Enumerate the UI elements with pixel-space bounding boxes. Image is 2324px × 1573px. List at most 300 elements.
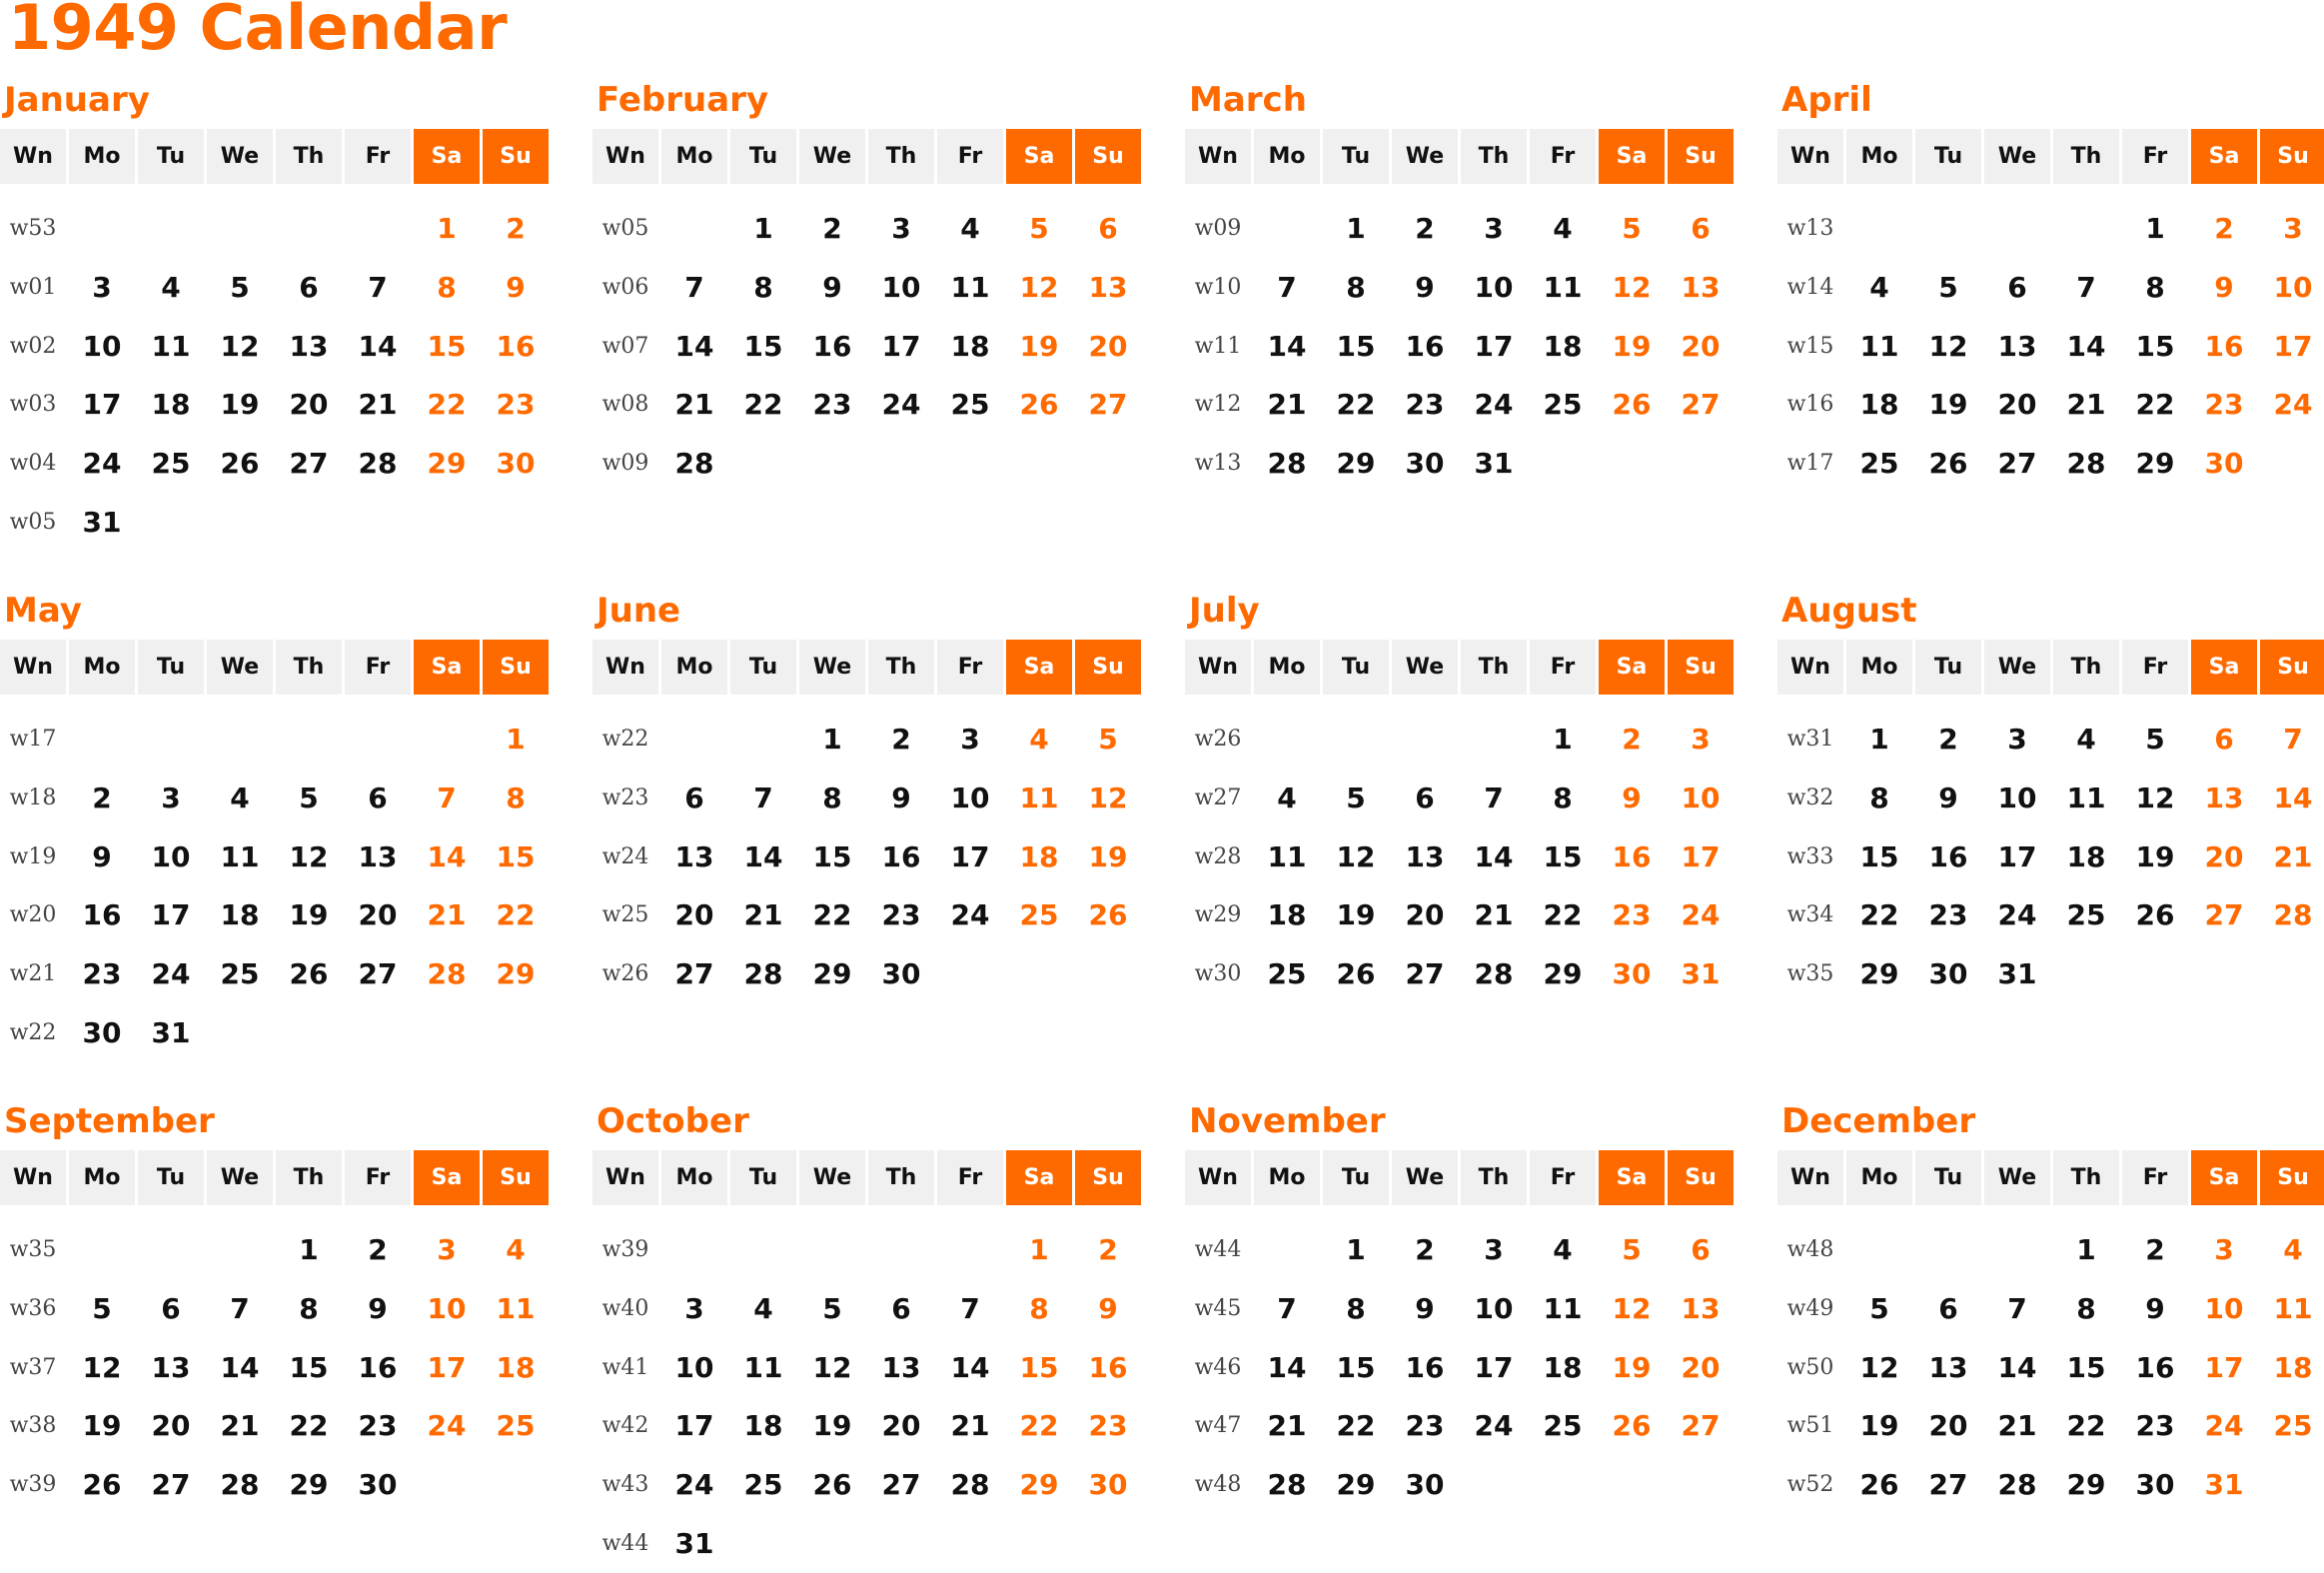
day-cell[interactable]: 8 [753,270,773,304]
day-cell[interactable]: 27 [1997,447,2037,481]
day-cell[interactable]: 20 [674,898,714,932]
day-cell[interactable]: 2 [1415,212,1435,245]
weekend-day-cell[interactable]: 22 [496,898,536,932]
weekend-day-cell[interactable]: 25 [1019,898,1059,932]
day-cell[interactable]: 5 [1869,1291,1889,1325]
day-cell[interactable]: 23 [358,1409,398,1443]
day-cell[interactable]: 14 [1474,839,1514,873]
weekend-day-cell[interactable]: 23 [2204,388,2244,422]
day-cell[interactable]: 22 [2135,388,2175,422]
weekend-day-cell[interactable]: 1 [506,723,526,756]
day-cell[interactable]: 15 [743,329,783,363]
weekend-day-cell[interactable]: 6 [1691,212,1711,245]
day-cell[interactable]: 19 [82,1409,122,1443]
day-cell[interactable]: 7 [960,1291,980,1325]
day-cell[interactable]: 29 [1543,957,1583,991]
weekend-day-cell[interactable]: 3 [1691,723,1711,756]
weekend-day-cell[interactable]: 20 [1681,329,1721,363]
day-cell[interactable]: 10 [674,1350,714,1384]
day-cell[interactable]: 16 [1405,329,1445,363]
day-cell[interactable]: 4 [161,270,181,304]
day-cell[interactable]: 17 [82,388,122,422]
day-cell[interactable]: 12 [220,329,260,363]
day-cell[interactable]: 20 [881,1409,921,1443]
day-cell[interactable]: 13 [1928,1350,1968,1384]
weekend-day-cell[interactable]: 15 [1019,1350,1059,1384]
day-cell[interactable]: 6 [1415,781,1435,814]
weekend-day-cell[interactable]: 18 [2273,1350,2313,1384]
day-cell[interactable]: 11 [220,839,260,873]
day-cell[interactable]: 12 [1859,1350,1899,1384]
weekend-day-cell[interactable]: 4 [1029,723,1049,756]
weekend-day-cell[interactable]: 11 [496,1291,536,1325]
weekend-day-cell[interactable]: 13 [1088,270,1128,304]
weekend-day-cell[interactable]: 29 [496,957,536,991]
day-cell[interactable]: 17 [1997,839,2037,873]
weekend-day-cell[interactable]: 20 [1681,1350,1721,1384]
weekend-day-cell[interactable]: 13 [1681,1291,1721,1325]
day-cell[interactable]: 1 [1553,723,1573,756]
day-cell[interactable]: 20 [1928,1409,1968,1443]
weekend-day-cell[interactable]: 6 [2214,723,2234,756]
day-cell[interactable]: 31 [151,1016,191,1049]
day-cell[interactable]: 13 [881,1350,921,1384]
day-cell[interactable]: 10 [82,329,122,363]
weekend-day-cell[interactable]: 19 [1612,1350,1652,1384]
day-cell[interactable]: 28 [1474,957,1514,991]
weekend-day-cell[interactable]: 2 [2214,212,2234,245]
weekend-day-cell[interactable]: 14 [2273,781,2313,814]
weekend-day-cell[interactable]: 16 [496,329,536,363]
day-cell[interactable]: 7 [2076,270,2096,304]
weekend-day-cell[interactable]: 15 [496,839,536,873]
day-cell[interactable]: 26 [812,1468,852,1502]
day-cell[interactable]: 26 [289,957,329,991]
day-cell[interactable]: 22 [289,1409,329,1443]
day-cell[interactable]: 15 [1336,329,1376,363]
day-cell[interactable]: 2 [368,1233,388,1266]
weekend-day-cell[interactable]: 20 [2204,839,2244,873]
day-cell[interactable]: 30 [881,957,921,991]
day-cell[interactable]: 21 [1267,1409,1307,1443]
weekend-day-cell[interactable]: 24 [2204,1409,2244,1443]
day-cell[interactable]: 22 [812,898,852,932]
day-cell[interactable]: 23 [1405,1409,1445,1443]
day-cell[interactable]: 12 [1336,839,1376,873]
day-cell[interactable]: 31 [674,1527,714,1560]
day-cell[interactable]: 1 [822,723,842,756]
weekend-day-cell[interactable]: 24 [2273,388,2313,422]
day-cell[interactable]: 3 [1484,1233,1504,1266]
day-cell[interactable]: 17 [1474,1350,1514,1384]
day-cell[interactable]: 8 [1346,270,1366,304]
weekend-day-cell[interactable]: 30 [1088,1468,1128,1502]
day-cell[interactable]: 21 [1267,388,1307,422]
day-cell[interactable]: 13 [674,839,714,873]
day-cell[interactable]: 6 [891,1291,911,1325]
day-cell[interactable]: 28 [358,447,398,481]
day-cell[interactable]: 28 [1267,447,1307,481]
day-cell[interactable]: 24 [1997,898,2037,932]
day-cell[interactable]: 29 [289,1468,329,1502]
day-cell[interactable]: 9 [92,839,112,873]
day-cell[interactable]: 25 [743,1468,783,1502]
day-cell[interactable]: 13 [358,839,398,873]
day-cell[interactable]: 27 [151,1468,191,1502]
day-cell[interactable]: 7 [230,1291,250,1325]
day-cell[interactable]: 29 [1336,1468,1376,1502]
day-cell[interactable]: 14 [743,839,783,873]
day-cell[interactable]: 30 [1405,1468,1445,1502]
day-cell[interactable]: 3 [161,781,181,814]
day-cell[interactable]: 16 [1405,1350,1445,1384]
day-cell[interactable]: 28 [674,447,714,481]
day-cell[interactable]: 16 [358,1350,398,1384]
weekend-day-cell[interactable]: 12 [1612,270,1652,304]
day-cell[interactable]: 12 [2135,781,2175,814]
day-cell[interactable]: 18 [2066,839,2106,873]
day-cell[interactable]: 25 [1267,957,1307,991]
day-cell[interactable]: 22 [1336,388,1376,422]
day-cell[interactable]: 1 [1346,212,1366,245]
day-cell[interactable]: 28 [2066,447,2106,481]
weekend-day-cell[interactable]: 27 [1088,388,1128,422]
weekend-day-cell[interactable]: 26 [1088,898,1128,932]
weekend-day-cell[interactable]: 3 [2283,212,2303,245]
weekend-day-cell[interactable]: 8 [437,270,457,304]
weekend-day-cell[interactable]: 23 [496,388,536,422]
day-cell[interactable]: 11 [1859,329,1899,363]
weekend-day-cell[interactable]: 23 [1088,1409,1128,1443]
day-cell[interactable]: 26 [82,1468,122,1502]
day-cell[interactable]: 7 [684,270,704,304]
day-cell[interactable]: 14 [358,329,398,363]
weekend-day-cell[interactable]: 6 [1098,212,1118,245]
day-cell[interactable]: 4 [2076,723,2096,756]
day-cell[interactable]: 14 [1997,1350,2037,1384]
weekend-day-cell[interactable]: 17 [1681,839,1721,873]
day-cell[interactable]: 23 [1405,388,1445,422]
day-cell[interactable]: 25 [151,447,191,481]
day-cell[interactable]: 19 [812,1409,852,1443]
day-cell[interactable]: 27 [358,957,398,991]
day-cell[interactable]: 21 [1474,898,1514,932]
day-cell[interactable]: 29 [812,957,852,991]
day-cell[interactable]: 29 [2135,447,2175,481]
weekend-day-cell[interactable]: 26 [1019,388,1059,422]
day-cell[interactable]: 4 [230,781,250,814]
day-cell[interactable]: 15 [1336,1350,1376,1384]
day-cell[interactable]: 8 [1346,1291,1366,1325]
day-cell[interactable]: 1 [1346,1233,1366,1266]
day-cell[interactable]: 14 [674,329,714,363]
day-cell[interactable]: 1 [2076,1233,2096,1266]
day-cell[interactable]: 17 [151,898,191,932]
day-cell[interactable]: 11 [151,329,191,363]
day-cell[interactable]: 15 [1859,839,1899,873]
day-cell[interactable]: 14 [1267,329,1307,363]
weekend-day-cell[interactable]: 10 [2273,270,2313,304]
day-cell[interactable]: 24 [151,957,191,991]
day-cell[interactable]: 23 [2135,1409,2175,1443]
weekend-day-cell[interactable]: 24 [1681,898,1721,932]
day-cell[interactable]: 19 [1928,388,1968,422]
day-cell[interactable]: 13 [289,329,329,363]
day-cell[interactable]: 27 [674,957,714,991]
day-cell[interactable]: 6 [161,1291,181,1325]
day-cell[interactable]: 6 [299,270,319,304]
day-cell[interactable]: 13 [1997,329,2037,363]
day-cell[interactable]: 16 [2135,1350,2175,1384]
day-cell[interactable]: 15 [1543,839,1583,873]
day-cell[interactable]: 8 [2076,1291,2096,1325]
day-cell[interactable]: 24 [950,898,990,932]
day-cell[interactable]: 3 [92,270,112,304]
weekend-day-cell[interactable]: 22 [1019,1409,1059,1443]
weekend-day-cell[interactable]: 3 [437,1233,457,1266]
weekend-day-cell[interactable]: 16 [2204,329,2244,363]
day-cell[interactable]: 20 [1997,388,2037,422]
day-cell[interactable]: 18 [743,1409,783,1443]
weekend-day-cell[interactable]: 21 [2273,839,2313,873]
weekend-day-cell[interactable]: 18 [496,1350,536,1384]
weekend-day-cell[interactable]: 7 [2283,723,2303,756]
weekend-day-cell[interactable]: 13 [1681,270,1721,304]
weekend-day-cell[interactable]: 10 [1681,781,1721,814]
weekend-day-cell[interactable]: 3 [2214,1233,2234,1266]
day-cell[interactable]: 8 [299,1291,319,1325]
day-cell[interactable]: 30 [82,1016,122,1049]
day-cell[interactable]: 21 [2066,388,2106,422]
weekend-day-cell[interactable]: 8 [506,781,526,814]
weekend-day-cell[interactable]: 26 [1612,1409,1652,1443]
day-cell[interactable]: 16 [1928,839,1968,873]
day-cell[interactable]: 3 [2007,723,2027,756]
day-cell[interactable]: 6 [684,781,704,814]
day-cell[interactable]: 11 [950,270,990,304]
day-cell[interactable]: 21 [674,388,714,422]
weekend-day-cell[interactable]: 27 [2204,898,2244,932]
day-cell[interactable]: 2 [891,723,911,756]
day-cell[interactable]: 9 [2145,1291,2165,1325]
day-cell[interactable]: 4 [753,1291,773,1325]
day-cell[interactable]: 10 [1474,1291,1514,1325]
day-cell[interactable]: 7 [1277,270,1297,304]
day-cell[interactable]: 12 [82,1350,122,1384]
day-cell[interactable]: 27 [1928,1468,1968,1502]
weekend-day-cell[interactable]: 16 [1612,839,1652,873]
day-cell[interactable]: 31 [1997,957,2037,991]
day-cell[interactable]: 21 [743,898,783,932]
weekend-day-cell[interactable]: 29 [427,447,467,481]
weekend-day-cell[interactable]: 11 [1019,781,1059,814]
weekend-day-cell[interactable]: 17 [2204,1350,2244,1384]
day-cell[interactable]: 30 [2135,1468,2175,1502]
weekend-day-cell[interactable]: 28 [2273,898,2313,932]
weekend-day-cell[interactable]: 2 [1098,1233,1118,1266]
weekend-day-cell[interactable]: 30 [1612,957,1652,991]
weekend-day-cell[interactable]: 4 [506,1233,526,1266]
day-cell[interactable]: 12 [812,1350,852,1384]
day-cell[interactable]: 5 [1938,270,1958,304]
day-cell[interactable]: 10 [881,270,921,304]
weekend-day-cell[interactable]: 24 [427,1409,467,1443]
day-cell[interactable]: 21 [358,388,398,422]
day-cell[interactable]: 19 [2135,839,2175,873]
weekend-day-cell[interactable]: 1 [437,212,457,245]
day-cell[interactable]: 30 [1928,957,1968,991]
day-cell[interactable]: 10 [1997,781,2037,814]
day-cell[interactable]: 17 [950,839,990,873]
day-cell[interactable]: 11 [1543,1291,1583,1325]
day-cell[interactable]: 2 [92,781,112,814]
weekend-day-cell[interactable]: 31 [1681,957,1721,991]
day-cell[interactable]: 24 [881,388,921,422]
day-cell[interactable]: 29 [2066,1468,2106,1502]
weekend-day-cell[interactable]: 5 [1622,212,1642,245]
day-cell[interactable]: 26 [1859,1468,1899,1502]
day-cell[interactable]: 4 [1277,781,1297,814]
day-cell[interactable]: 24 [1474,1409,1514,1443]
day-cell[interactable]: 4 [1553,212,1573,245]
day-cell[interactable]: 25 [950,388,990,422]
day-cell[interactable]: 1 [2145,212,2165,245]
day-cell[interactable]: 31 [1474,447,1514,481]
day-cell[interactable]: 5 [230,270,250,304]
weekend-day-cell[interactable]: 12 [1612,1291,1652,1325]
weekend-day-cell[interactable]: 30 [496,447,536,481]
day-cell[interactable]: 11 [1267,839,1307,873]
day-cell[interactable]: 23 [812,388,852,422]
weekend-day-cell[interactable]: 10 [427,1291,467,1325]
weekend-day-cell[interactable]: 12 [1088,781,1128,814]
day-cell[interactable]: 3 [1484,212,1504,245]
weekend-day-cell[interactable]: 9 [1098,1291,1118,1325]
day-cell[interactable]: 30 [1405,447,1445,481]
day-cell[interactable]: 20 [289,388,329,422]
day-cell[interactable]: 10 [950,781,990,814]
day-cell[interactable]: 18 [950,329,990,363]
day-cell[interactable]: 26 [2135,898,2175,932]
day-cell[interactable]: 2 [2145,1233,2165,1266]
day-cell[interactable]: 14 [2066,329,2106,363]
day-cell[interactable]: 15 [289,1350,329,1384]
weekend-day-cell[interactable]: 5 [1622,1233,1642,1266]
day-cell[interactable]: 3 [960,723,980,756]
day-cell[interactable]: 29 [1336,447,1376,481]
day-cell[interactable]: 17 [674,1409,714,1443]
day-cell[interactable]: 19 [220,388,260,422]
day-cell[interactable]: 25 [1543,388,1583,422]
day-cell[interactable]: 28 [950,1468,990,1502]
day-cell[interactable]: 9 [368,1291,388,1325]
day-cell[interactable]: 27 [1405,957,1445,991]
weekend-day-cell[interactable]: 23 [1612,898,1652,932]
day-cell[interactable]: 7 [368,270,388,304]
day-cell[interactable]: 16 [812,329,852,363]
weekend-day-cell[interactable]: 27 [1681,1409,1721,1443]
weekend-day-cell[interactable]: 11 [2273,1291,2313,1325]
day-cell[interactable]: 18 [1859,388,1899,422]
weekend-day-cell[interactable]: 15 [427,329,467,363]
weekend-day-cell[interactable]: 19 [1088,839,1128,873]
day-cell[interactable]: 14 [220,1350,260,1384]
weekend-day-cell[interactable]: 9 [2214,270,2234,304]
day-cell[interactable]: 22 [743,388,783,422]
day-cell[interactable]: 8 [822,781,842,814]
weekend-day-cell[interactable]: 5 [1029,212,1049,245]
day-cell[interactable]: 7 [753,781,773,814]
day-cell[interactable]: 8 [1553,781,1573,814]
weekend-day-cell[interactable]: 7 [437,781,457,814]
day-cell[interactable]: 24 [1474,388,1514,422]
day-cell[interactable]: 15 [2066,1350,2106,1384]
day-cell[interactable]: 22 [1336,1409,1376,1443]
day-cell[interactable]: 20 [151,1409,191,1443]
day-cell[interactable]: 5 [2145,723,2165,756]
weekend-day-cell[interactable]: 19 [1612,329,1652,363]
day-cell[interactable]: 6 [368,781,388,814]
day-cell[interactable]: 26 [1336,957,1376,991]
day-cell[interactable]: 22 [2066,1409,2106,1443]
day-cell[interactable]: 22 [1859,898,1899,932]
day-cell[interactable]: 18 [151,388,191,422]
day-cell[interactable]: 3 [684,1291,704,1325]
day-cell[interactable]: 7 [1484,781,1504,814]
day-cell[interactable]: 27 [289,447,329,481]
day-cell[interactable]: 17 [881,329,921,363]
day-cell[interactable]: 24 [674,1468,714,1502]
day-cell[interactable]: 21 [1997,1409,2037,1443]
weekend-day-cell[interactable]: 30 [2204,447,2244,481]
day-cell[interactable]: 19 [1336,898,1376,932]
day-cell[interactable]: 20 [1405,898,1445,932]
weekend-day-cell[interactable]: 5 [1098,723,1118,756]
day-cell[interactable]: 1 [1869,723,1889,756]
day-cell[interactable]: 6 [2007,270,2027,304]
day-cell[interactable]: 14 [950,1350,990,1384]
weekend-day-cell[interactable]: 9 [1622,781,1642,814]
day-cell[interactable]: 21 [950,1409,990,1443]
day-cell[interactable]: 11 [743,1350,783,1384]
day-cell[interactable]: 9 [822,270,842,304]
day-cell[interactable]: 7 [1277,1291,1297,1325]
day-cell[interactable]: 6 [1938,1291,1958,1325]
day-cell[interactable]: 18 [1543,329,1583,363]
day-cell[interactable]: 16 [881,839,921,873]
weekend-day-cell[interactable]: 4 [2283,1233,2303,1266]
day-cell[interactable]: 5 [92,1291,112,1325]
weekend-day-cell[interactable]: 28 [427,957,467,991]
day-cell[interactable]: 5 [1346,781,1366,814]
day-cell[interactable]: 14 [1267,1350,1307,1384]
weekend-day-cell[interactable]: 21 [427,898,467,932]
weekend-day-cell[interactable]: 16 [1088,1350,1128,1384]
day-cell[interactable]: 28 [743,957,783,991]
day-cell[interactable]: 5 [299,781,319,814]
day-cell[interactable]: 16 [82,898,122,932]
day-cell[interactable]: 4 [960,212,980,245]
day-cell[interactable]: 13 [151,1350,191,1384]
day-cell[interactable]: 23 [881,898,921,932]
day-cell[interactable]: 7 [2007,1291,2027,1325]
day-cell[interactable]: 9 [1415,270,1435,304]
day-cell[interactable]: 20 [358,898,398,932]
day-cell[interactable]: 31 [82,506,122,539]
day-cell[interactable]: 27 [881,1468,921,1502]
day-cell[interactable]: 26 [1928,447,1968,481]
day-cell[interactable]: 2 [1415,1233,1435,1266]
